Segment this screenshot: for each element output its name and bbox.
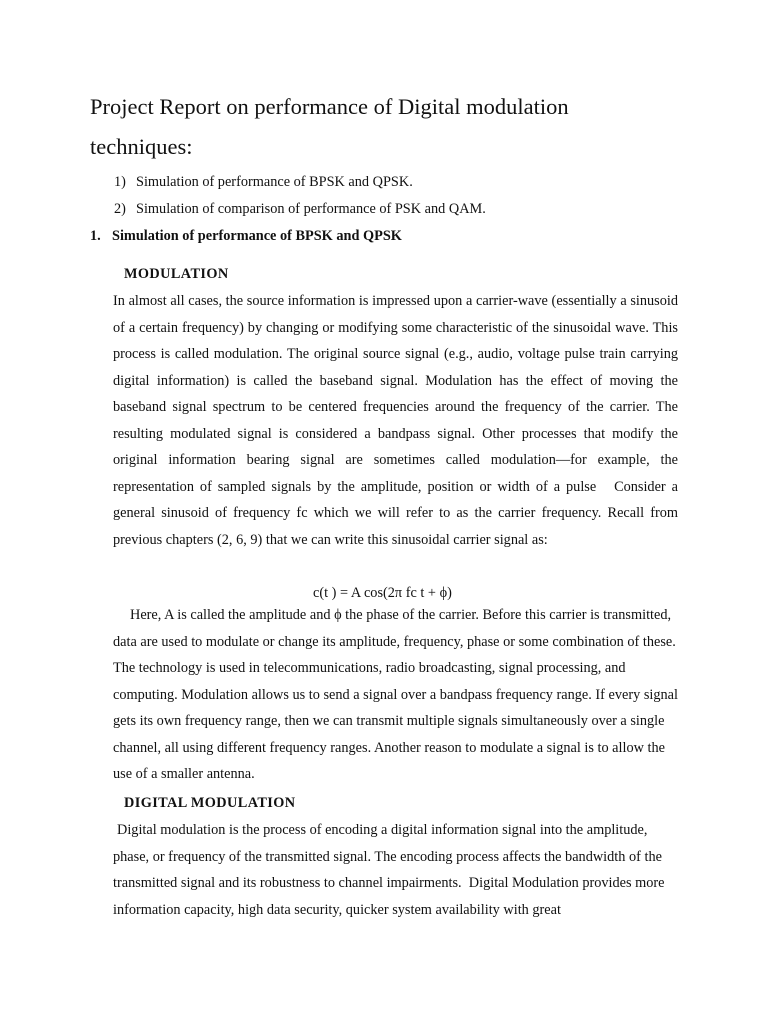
section-heading bbox=[90, 227, 402, 245]
modulation-heading: MODULATION bbox=[124, 266, 229, 282]
section-number: 1. bbox=[90, 228, 101, 244]
modulation-paragraph-2: Here, A is called the amplitude and ϕ the phase of the carrier. Before this carrier is transmitted, data are used to modulate or change its amplitude, frequency, phase or some combination of these. The technology is used in telecommunications, radio broadcasting, signal processing, and computing. Modulation allows us to send a signal over a bandpass frequency range. If every signal gets its own frequency range, then we can transmit multiple signals simultaneously over a single channel, all using different frequency ranges. Another reason to modulate a signal is to allow the use of a smaller antenna. bbox=[113, 607, 678, 782]
digital-modulation-heading: DIGITAL MODULATION bbox=[124, 795, 296, 811]
objective-text: Simulation of comparison of performance of PSK and QAM. bbox=[136, 201, 486, 217]
objective-number: 2) bbox=[114, 201, 126, 217]
modulation-paragraph: In almost all cases, the source information is impressed upon a carrier-wave (essentially a sinusoid of a certain frequency) by changing or modifying some characteristic of the sinusoidal wave. This process is called modulation. The original source signal (e.g., audio, voltage pulse train carrying digital information) is called the baseband signal. Modulation has the effect of moving the baseband signal spectrum to be centered frequencies around the frequency of the carrier. The resulting modulated signal is considered a bandpass signal. Other processes that modify the original information bearing signal are sometimes called modulation—for example, the representation of sampled signals by the amplitude, position or width of a pulse Consider a general sinusoid of frequency fc which we will refer to as the carrier frequency. Recall from previous chapters (2, 6, 9) that we can write this sinusoidal carrier signal as: bbox=[113, 293, 678, 548]
document-title-line-1: Project Report on performance of Digital modulation bbox=[90, 94, 569, 119]
objective-item-1 bbox=[114, 173, 413, 191]
document-title-line-2: techniques: bbox=[90, 134, 193, 159]
objective-number: 1) bbox=[114, 174, 126, 190]
section-title: Simulation of performance of BPSK and QPSK bbox=[112, 228, 402, 244]
carrier-formula: c(t ) = A cos(2π fc t + ϕ) bbox=[313, 585, 452, 601]
objective-text: Simulation of performance of BPSK and QPSK. bbox=[136, 174, 413, 190]
digital-modulation-paragraph: Digital modulation is the process of encoding a digital information signal into the amplitude, phase, or frequency of the transmitted signal. The encoding process affects the bandwidth of the transmitted signal and its robustness to channel impairments. Digital Modulation provides more information capacity, high data security, quicker system availability with great bbox=[113, 822, 665, 918]
objective-item-2 bbox=[114, 200, 486, 218]
